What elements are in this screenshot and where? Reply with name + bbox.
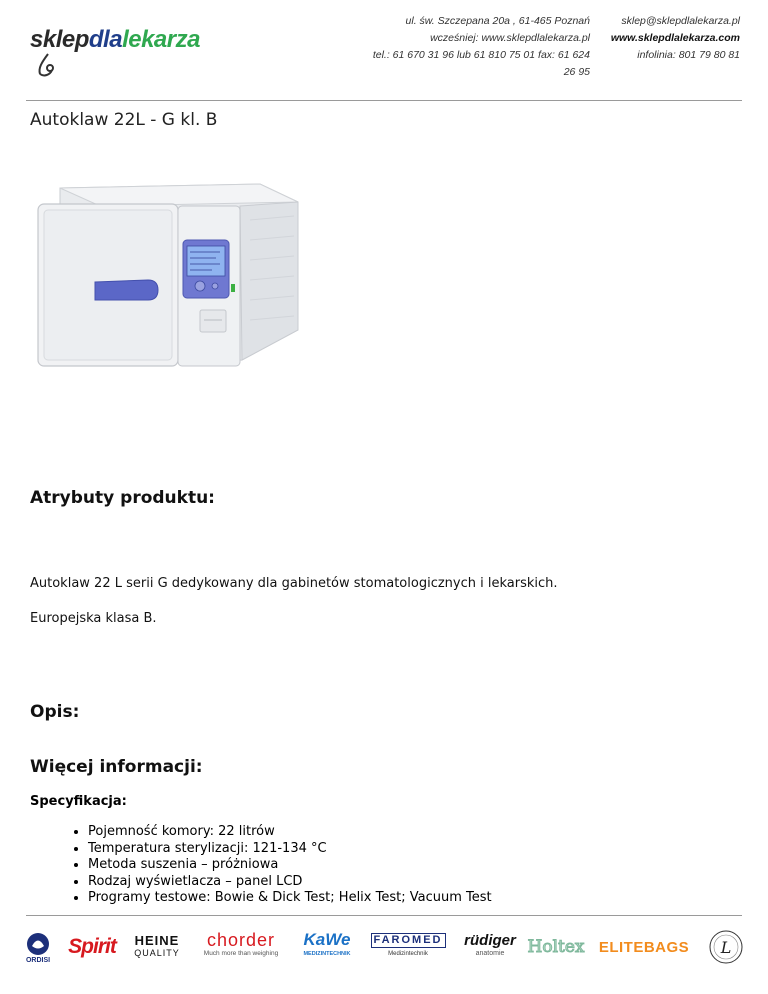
more-info-heading: Więcej informacji: [30,757,203,777]
description-heading: Opis: [30,702,80,722]
faromed-sub-label: Medizintechnik [388,951,428,957]
logo-part-lekarza: lekarza [122,26,200,53]
attributes-heading: Atrybuty produktu: [30,488,215,508]
brand-faromed[interactable] [366,922,450,972]
chorder-sub-label: Much more than weighing [203,950,279,957]
brand-heine[interactable] [126,922,188,972]
logo-wordmark [30,26,200,54]
product-title: Autoklaw 22L - G kl. B [30,110,218,130]
spec-item: • Programy testowe: Bowie & Dick Test; Helix Test; Vacuum Test [88,890,492,907]
faromed-label: FAROMED [371,933,446,948]
brand-rudiger[interactable] [460,922,520,972]
brand-holtex[interactable] [528,922,584,972]
spec-list [30,824,492,907]
attributes-line: Autoklaw 22 L serii G dedykowany dla gabinetów stomatologicznych i lekarskich. [30,576,558,591]
kawe-sub-label: MEDIZINTECHNIK [303,951,351,957]
hotline-line: infolinia: 801 79 80 81 [637,49,740,61]
spec-item: • Temperatura sterylizacji: 121-134 °C [88,841,492,858]
product-image [30,160,320,390]
brand-elitebags[interactable] [588,922,700,972]
website-link[interactable]: www.sklepdlalekarza.com [610,32,740,44]
heine-sub-label: QUALITY [134,948,180,958]
littmann-label: L [720,937,732,957]
brand-chorder[interactable] [194,922,288,972]
logo-part-sklep: sklep [30,26,89,53]
spec-item: • Rodzaj wyświetlacza – panel LCD [88,874,492,891]
previous-url-line: wcześniej: www.sklepdlalekarza.pl [430,32,590,44]
spec-item: • Pojemność komory: 22 litrów [88,824,492,841]
store-address [360,13,590,81]
brand-kawe[interactable] [298,922,356,972]
brand-spirit[interactable] [62,922,122,972]
spec-item: • Metoda suszenia – próżniowa [88,857,492,874]
email-link[interactable]: sklep@sklepdlalekarza.pl [621,15,740,27]
kawe-label: KaWe [303,930,351,949]
ordisi-emblem-icon [25,931,51,957]
footer-divider [26,915,742,916]
phone-line: tel.: 61 670 31 96 lub 61 810 75 01 fax: 61 624 26 95 [372,49,590,78]
elitebags-label: ELITEBAGS [598,938,690,956]
brand-littmann[interactable] [706,922,746,972]
brand-logos-strip [18,922,750,972]
spirit-label: Spirit [68,935,116,958]
holtex-label: Holtex [527,937,585,957]
address-line: ul. św. Szczepana 20a , 61-465 Poznań [405,15,590,27]
header-divider [26,100,742,101]
ordisi-label: ORDISI [25,956,51,964]
heine-label: HEINE [134,933,180,948]
rudiger-label: rüdiger [464,932,516,949]
attributes-line: Europejska klasa B. [30,611,157,626]
spec-heading: Specyfikacja: [30,794,127,809]
logo-part-dla: dla [88,26,123,53]
page-header [0,0,768,100]
store-contact [600,13,740,64]
brand-ordisi[interactable] [18,922,58,972]
chorder-label: chorder [206,930,276,950]
rudiger-sub-label: anatomie [475,950,505,957]
